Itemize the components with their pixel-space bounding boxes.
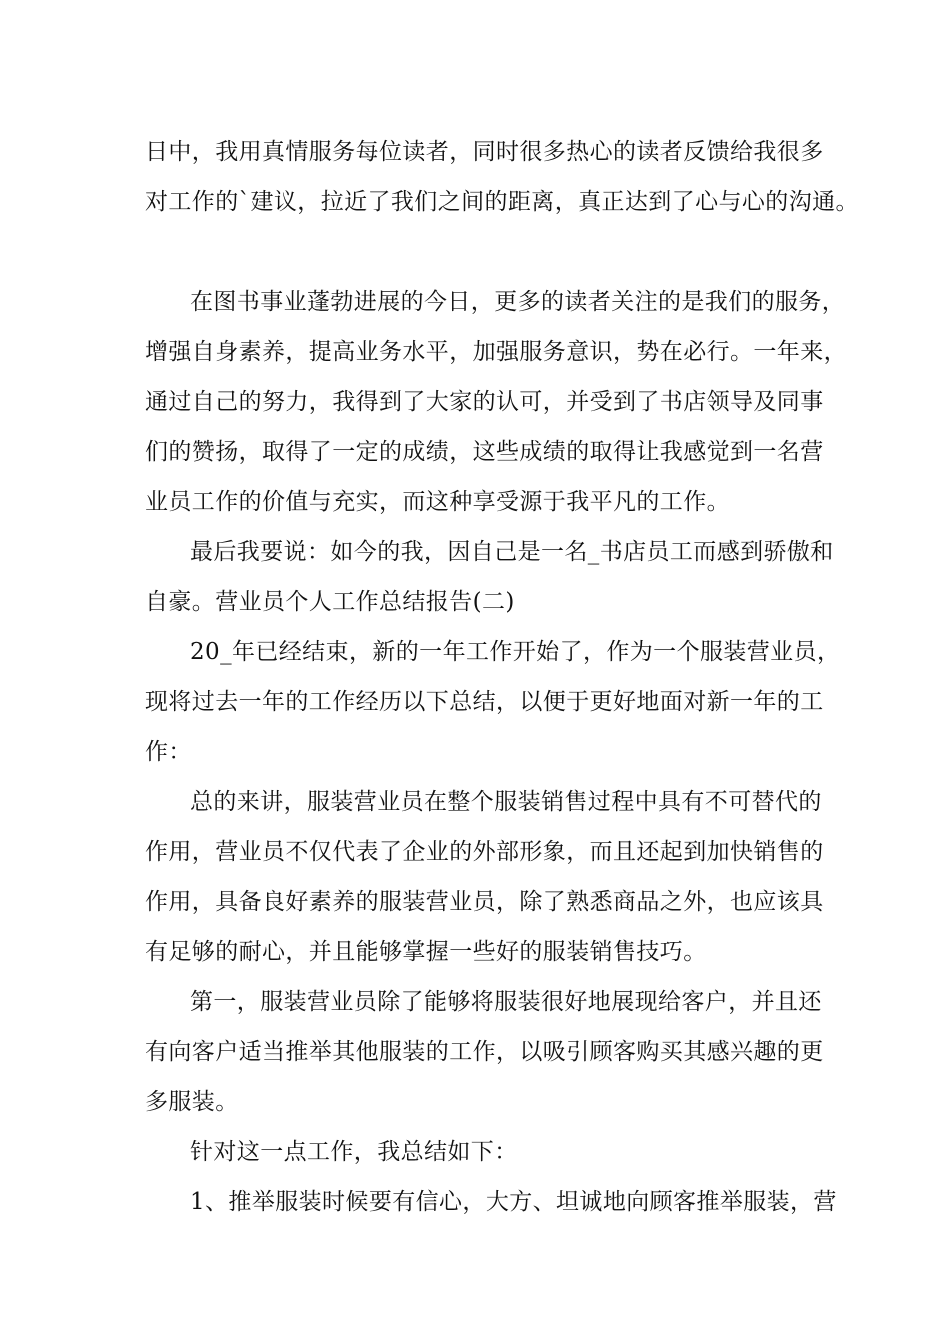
paragraph-start-line: 最后我要说：如今的我，因自己是一名_书店员工而感到骄傲和 [190, 539, 834, 565]
text-line: 业员工作的价值与充实，而这种享受源于我平凡的工作。 [145, 489, 730, 515]
paragraph-start-line: 20_年已经结束，新的一年工作开始了，作为一个服装营业员， [190, 639, 841, 665]
paragraph-start-line: 针对这一点工作，我总结如下： [190, 1139, 518, 1165]
list-item-line: 1、推举服装时候要有信心，大方、坦诚地向顾客推举服装，营 [190, 1189, 837, 1215]
text-line: 对工作的`建议，拉近了我们之间的距离，真正达到了心与心的沟通。 [145, 189, 859, 215]
text-line: 现将过去一年的工作经历以下总结，以便于更好地面对新一年的工 [145, 689, 824, 715]
text-line: 有向客户适当推举其他服装的工作，以吸引顾客购买其感兴趣的更 [145, 1039, 824, 1065]
text-line: 有足够的耐心，并且能够掌握一些好的服装销售技巧。 [145, 939, 707, 965]
text-line: 日中，我用真情服务每位读者，同时很多热心的读者反馈给我很多 [145, 139, 824, 165]
section-heading-line: 自豪。营业员个人工作总结报告(二) [145, 589, 515, 615]
text-line: 通过自己的努力，我得到了大家的认可，并受到了书店领导及同事 [145, 389, 824, 415]
paragraph-start-line: 第一，服装营业员除了能够将服装很好地展现给客户，并且还 [190, 989, 822, 1015]
paragraph-start-line: 总的来讲，服装营业员在整个服装销售过程中具有不可替代的 [190, 789, 822, 815]
text-line: 多服装。 [145, 1089, 239, 1115]
paragraph-start-line: 在图书事业蓬勃进展的今日，更多的读者关注的是我们的服务， [190, 289, 846, 315]
text-line: 作用，营业员不仅代表了企业的外部形象，而且还起到加快销售的 [145, 839, 824, 865]
text-line: 增强自身素养，提高业务水平，加强服务意识，势在必行。一年来， [145, 339, 847, 365]
text-line: 们的赞扬，取得了一定的成绩，这些成绩的取得让我感觉到一名营 [145, 439, 824, 465]
text-line: 作： [145, 739, 192, 765]
text-line: 作用，具备良好素养的服装营业员，除了熟悉商品之外，也应该具 [145, 889, 824, 915]
